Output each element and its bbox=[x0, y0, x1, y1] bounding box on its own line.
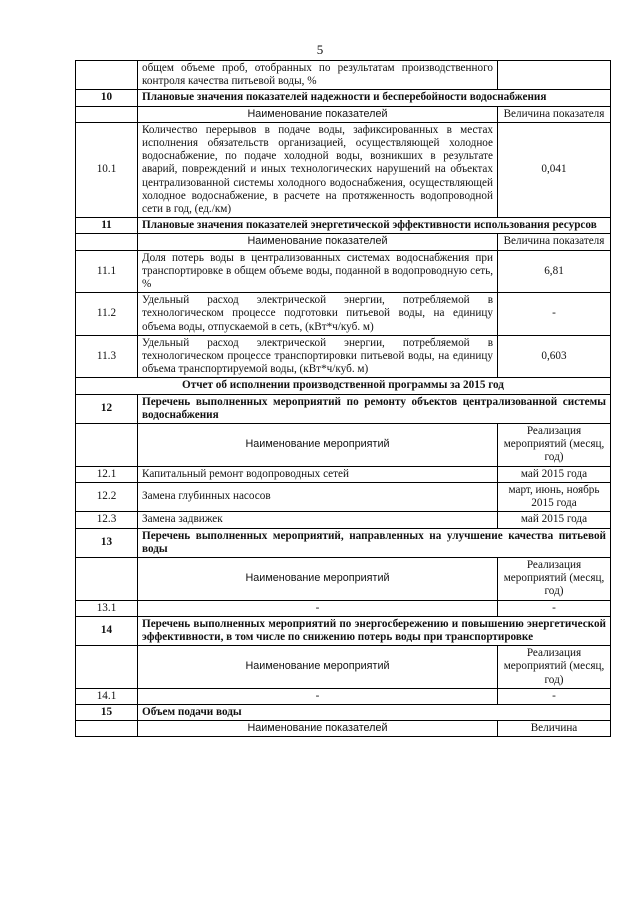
column-header-value: Реализация мероприятий (месяц, год) bbox=[498, 424, 611, 467]
section-header-14 bbox=[76, 616, 611, 645]
section-title: Перечень выполненных мероприятий, направленных на улучшение качества питьевой воды bbox=[138, 528, 611, 557]
row-value: май 2015 года bbox=[498, 466, 611, 482]
column-header-value: Величина показателя bbox=[498, 106, 611, 122]
column-header-row bbox=[76, 646, 611, 689]
row-value: 0,603 bbox=[498, 335, 611, 378]
row-number: 11.2 bbox=[76, 293, 138, 336]
row-number: 12.3 bbox=[76, 512, 138, 528]
row-text: Удельный расход электрической энергии, потребляемой в технологическом процессе транспортировки питьевой воды, на единицу объема транспортируемой воды, (кВт*ч/куб. м) bbox=[138, 335, 498, 378]
row-value: май 2015 года bbox=[498, 512, 611, 528]
column-header-name: Наименование показателей bbox=[138, 234, 498, 250]
column-header-name: Наименование мероприятий bbox=[138, 424, 498, 467]
section-title: Перечень выполненных мероприятий по ремонту объектов централизованной системы водоснабжения bbox=[138, 394, 611, 423]
row-value: - bbox=[498, 688, 611, 704]
row-number: 13.1 bbox=[76, 600, 138, 616]
table-row bbox=[76, 466, 611, 482]
section-number: 14 bbox=[76, 616, 138, 645]
section-number: 12 bbox=[76, 394, 138, 423]
section-title: Плановые значения показателей надежности и бесперебойности водоснабжения bbox=[138, 90, 611, 106]
column-header-name: Наименование показателей bbox=[138, 721, 498, 737]
column-header-value: Реализация мероприятий (месяц, год) bbox=[498, 557, 611, 600]
column-header-row bbox=[76, 424, 611, 467]
column-header-value: Величина показателя bbox=[498, 234, 611, 250]
section-header-10 bbox=[76, 90, 611, 106]
row-number: 14.1 bbox=[76, 688, 138, 704]
row-text: Доля потерь воды в централизованных системах водоснабжения при транспортировке в общем объеме воды, поданной в водопроводную сеть, % bbox=[138, 250, 498, 293]
table-row bbox=[76, 512, 611, 528]
row-text: Капитальный ремонт водопроводных сетей bbox=[138, 466, 498, 482]
column-header-name: Наименование показателей bbox=[138, 106, 498, 122]
column-header-row bbox=[76, 721, 611, 737]
section-header-12 bbox=[76, 394, 611, 423]
section-number: 10 bbox=[76, 90, 138, 106]
row-text: - bbox=[138, 600, 498, 616]
column-header-row bbox=[76, 234, 611, 250]
section-header-13 bbox=[76, 528, 611, 557]
section-header-15 bbox=[76, 704, 611, 720]
table-row bbox=[76, 122, 611, 217]
row-value: 6,81 bbox=[498, 250, 611, 293]
row-value: 0,041 bbox=[498, 122, 611, 217]
report-banner-row bbox=[76, 378, 611, 394]
column-header-name: Наименование мероприятий bbox=[138, 646, 498, 689]
table-row bbox=[76, 482, 611, 511]
column-header-value: Реализация мероприятий (месяц, год) bbox=[498, 646, 611, 689]
column-header-row bbox=[76, 106, 611, 122]
report-title: Отчет об исполнении производственной программы за 2015 год bbox=[76, 378, 611, 394]
section-header-11 bbox=[76, 218, 611, 234]
row-number: 11.1 bbox=[76, 250, 138, 293]
section-title: Объем подачи воды bbox=[138, 704, 611, 720]
section-number: 15 bbox=[76, 704, 138, 720]
row-number: 12.1 bbox=[76, 466, 138, 482]
column-header-value: Величина bbox=[498, 721, 611, 737]
table-row bbox=[76, 293, 611, 336]
row-text: Количество перерывов в подаче воды, зафиксированных в местах исполнения обязательств организацией, осуществляющей холодное водоснабжение, по подаче холодной воды, возникших в результате аварий, повреждений и иных технологических нарушений на объектах централизованной системы холодного водоснабжения, осуществляющей холодное водоснабжение, в расчете на протяженность водопроводной сети в год, (ед./км) bbox=[138, 122, 498, 217]
row-value: - bbox=[498, 600, 611, 616]
row-text: - bbox=[138, 688, 498, 704]
column-header-name: Наименование мероприятий bbox=[138, 557, 498, 600]
continuation-text: общем объеме проб, отобранных по результатам производственного контроля качества питьевой воды, % bbox=[138, 61, 498, 90]
row-number: 11.3 bbox=[76, 335, 138, 378]
section-number: 13 bbox=[76, 528, 138, 557]
table-row bbox=[76, 61, 611, 90]
table-row bbox=[76, 688, 611, 704]
section-title: Перечень выполненных мероприятий по энергосбережению и повышению энергетической эффективности, в том числе по снижению потерь воды при транспортировке bbox=[138, 616, 611, 645]
table-row bbox=[76, 600, 611, 616]
row-value: март, июнь, ноябрь 2015 года bbox=[498, 482, 611, 511]
column-header-row bbox=[76, 557, 611, 600]
row-number: 12.2 bbox=[76, 482, 138, 511]
page-number: 5 bbox=[316, 42, 324, 57]
row-number: 10.1 bbox=[76, 122, 138, 217]
section-number: 11 bbox=[76, 218, 138, 234]
row-value: - bbox=[498, 293, 611, 336]
table-row bbox=[76, 335, 611, 378]
table-row bbox=[76, 250, 611, 293]
row-text: Удельный расход электрической энергии, потребляемой в технологическом процессе подготовки питьевой воды, на единицу объема воды, отпускаемой в сеть, (кВт*ч/куб. м) bbox=[138, 293, 498, 336]
program-table bbox=[75, 60, 611, 737]
row-text: Замена задвижек bbox=[138, 512, 498, 528]
section-title: Плановые значения показателей энергетической эффективности использования ресурсов bbox=[138, 218, 611, 234]
row-text: Замена глубинных насосов bbox=[138, 482, 498, 511]
